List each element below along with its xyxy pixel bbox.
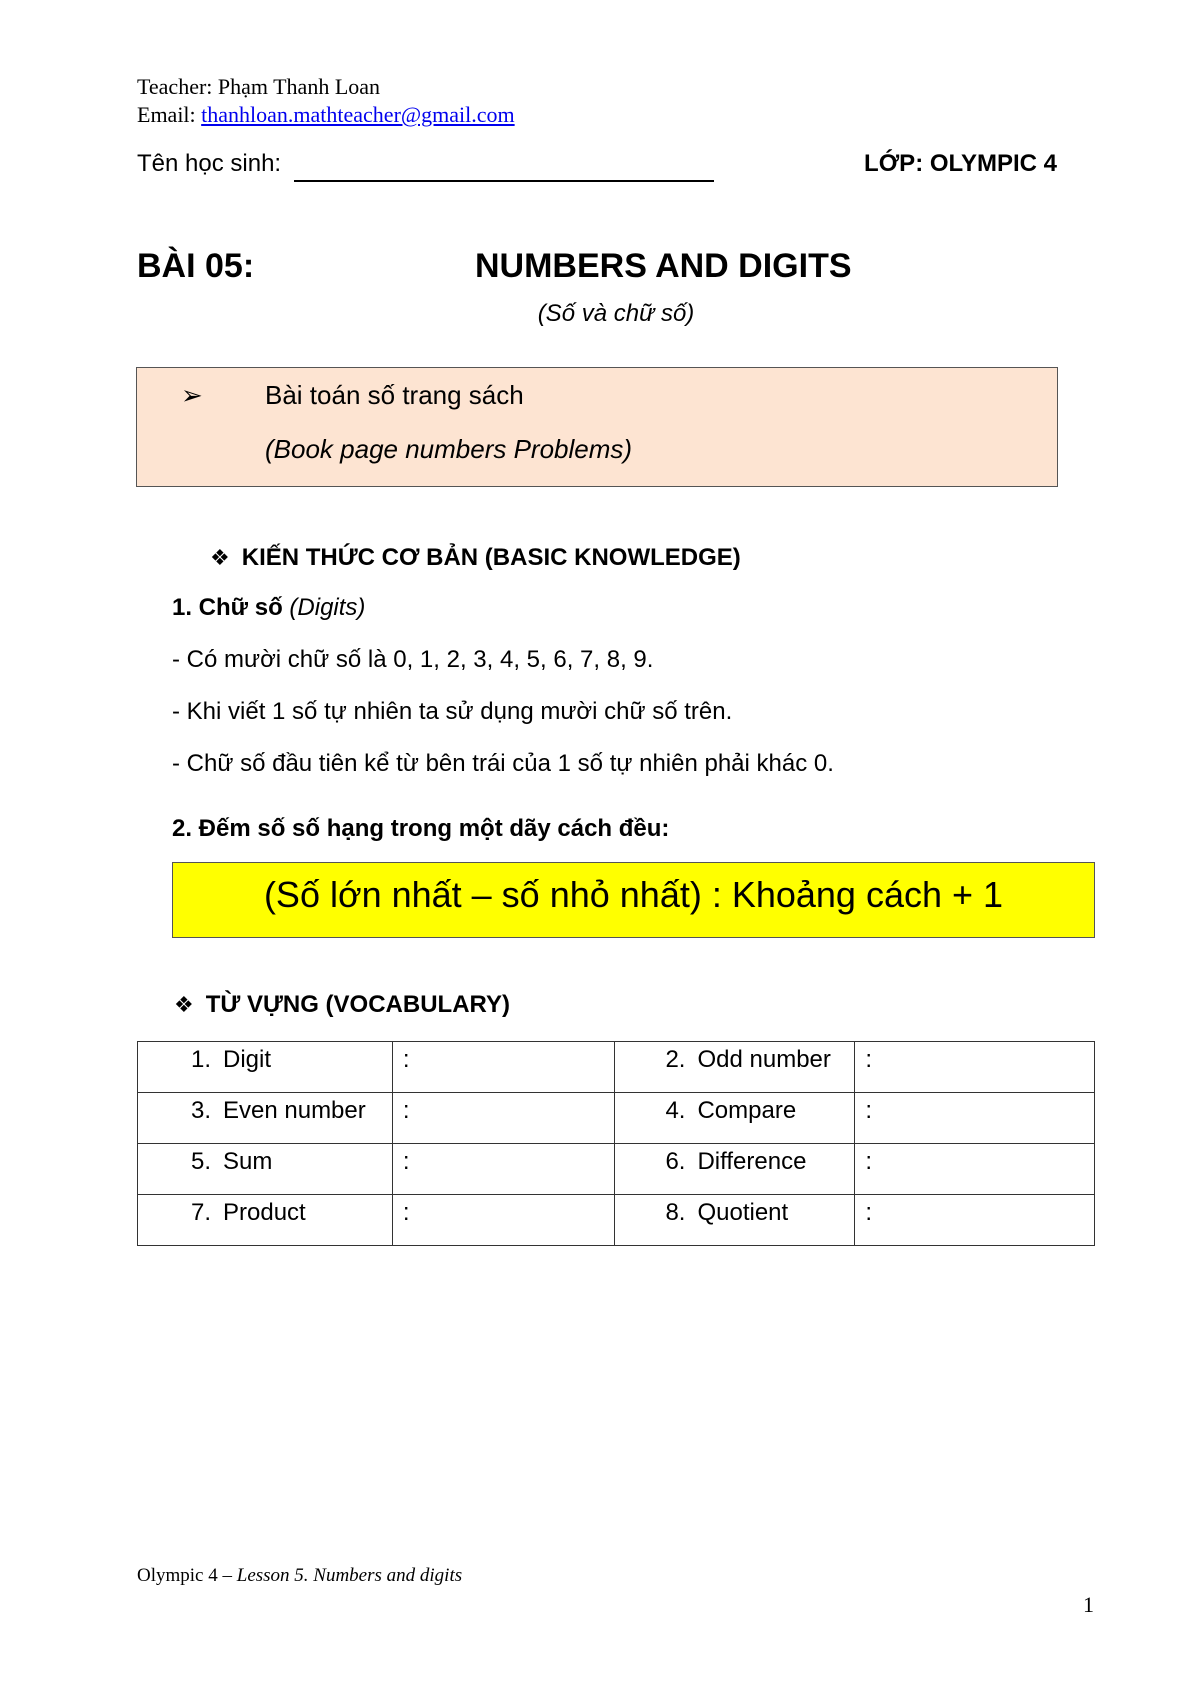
table-row [138,1144,1095,1195]
class-label: LỚP: OLYMPIC 4 [864,150,1057,177]
teacher-name: Teacher: Phạm Thanh Loan [137,74,381,99]
vocab-term-cell [615,1042,855,1093]
vocab-term: Odd number [697,1046,831,1073]
vocabulary-heading [174,991,510,1019]
vocab-number: 5. [190,1148,211,1175]
vocab-term: Compare [697,1097,797,1124]
vocab-term: Even number [223,1097,366,1124]
email-label: Email: [137,102,202,127]
vocab-colon: : [402,1046,410,1073]
topic-title-en: (Book page numbers Problems) [265,434,633,464]
vocab-number: 8. [665,1199,686,1226]
student-name-label: Tên học sinh: [137,150,282,177]
teacher-email-line [137,101,515,129]
vocab-colon: : [865,1046,873,1073]
vocabulary-table [137,1041,1095,1246]
diamond-bullet-icon: ❖ [174,992,194,1017]
table-row [138,1195,1095,1246]
vocab-answer-cell[interactable] [392,1195,615,1246]
lesson-subtitle: (Số và chữ số) [537,300,695,327]
page-footer [137,1565,462,1587]
vocab-term-cell [138,1042,393,1093]
vocab-term-cell [138,1195,393,1246]
student-row [137,150,1057,184]
topic-title-vi: Bài toán số trang sách [265,380,524,410]
vocab-answer-cell[interactable] [855,1042,1095,1093]
vocab-colon: : [865,1097,873,1124]
vocab-number: 7. [190,1199,211,1226]
vocab-colon: : [865,1199,873,1226]
vocab-term-cell [138,1144,393,1195]
vocab-colon: : [402,1148,410,1175]
lesson-number: BÀI 05: [137,247,255,285]
vocab-term-cell [138,1093,393,1144]
vocab-term-cell [615,1144,855,1195]
vocab-number: 6. [665,1148,686,1175]
email-link[interactable]: thanhloan.mathteacher@gmail.com [201,102,515,127]
vocab-answer-cell[interactable] [855,1195,1095,1246]
page-number: 1 [1083,1592,1094,1617]
vocab-number: 3. [190,1097,211,1124]
knowledge-line: - Có mười chữ số là 0, 1, 2, 3, 4, 5, 6, 7, 8, 9. [172,646,654,673]
vocab-colon: : [402,1097,410,1124]
vocab-number: 2. [665,1046,686,1073]
vocab-answer-cell[interactable] [392,1042,615,1093]
table-row [138,1093,1095,1144]
vocab-answer-cell[interactable] [855,1144,1095,1195]
vocab-answer-cell[interactable] [392,1144,615,1195]
digits-subheading-vi: 1. Chữ số [172,594,283,621]
vocab-number: 1. [190,1046,211,1073]
diamond-bullet-icon: ❖ [210,545,230,570]
basic-knowledge-title: KIẾN THỨC CƠ BẢN (BASIC KNOWLEDGE) [241,544,741,571]
vocab-colon: : [402,1199,410,1226]
vocab-term: Quotient [697,1199,789,1226]
vocab-term: Digit [223,1046,272,1073]
lesson-title: NUMBERS AND DIGITS [475,247,852,285]
knowledge-line: - Khi viết 1 số tự nhiên ta sử dụng mười chữ số trên. [172,698,733,725]
vocab-term: Sum [223,1148,273,1175]
basic-knowledge-heading [210,544,741,572]
vocab-term-cell [615,1093,855,1144]
topic-box [136,367,1058,487]
formula-box [172,862,1095,938]
student-name-blank [294,180,714,182]
digits-subheading [172,594,365,622]
vocab-answer-cell[interactable] [855,1093,1095,1144]
count-terms-subheading: 2. Đếm số số hạng trong một dãy cách đều: [172,815,670,842]
vocab-term-cell [615,1195,855,1246]
vocab-colon: : [865,1148,873,1175]
digits-subheading-en: (Digits) [289,594,366,621]
vocabulary-title: TỪ VỰNG (VOCABULARY) [205,991,510,1018]
footer-lesson: Lesson 5. Numbers and digits [236,1565,463,1586]
vocab-number: 4. [665,1097,686,1124]
arrow-bullet-icon: ➢ [181,380,203,410]
footer-prefix: Olympic 4 – [137,1565,237,1586]
knowledge-line: - Chữ số đầu tiên kể từ bên trái của 1 số tự nhiên phải khác 0. [172,750,834,777]
table-row [138,1042,1095,1093]
vocab-term: Product [223,1199,306,1226]
vocab-term: Difference [697,1148,807,1175]
vocab-answer-cell[interactable] [392,1093,615,1144]
formula-text: (Số lớn nhất – số nhỏ nhất) : Khoảng cách + 1 [263,874,1004,915]
